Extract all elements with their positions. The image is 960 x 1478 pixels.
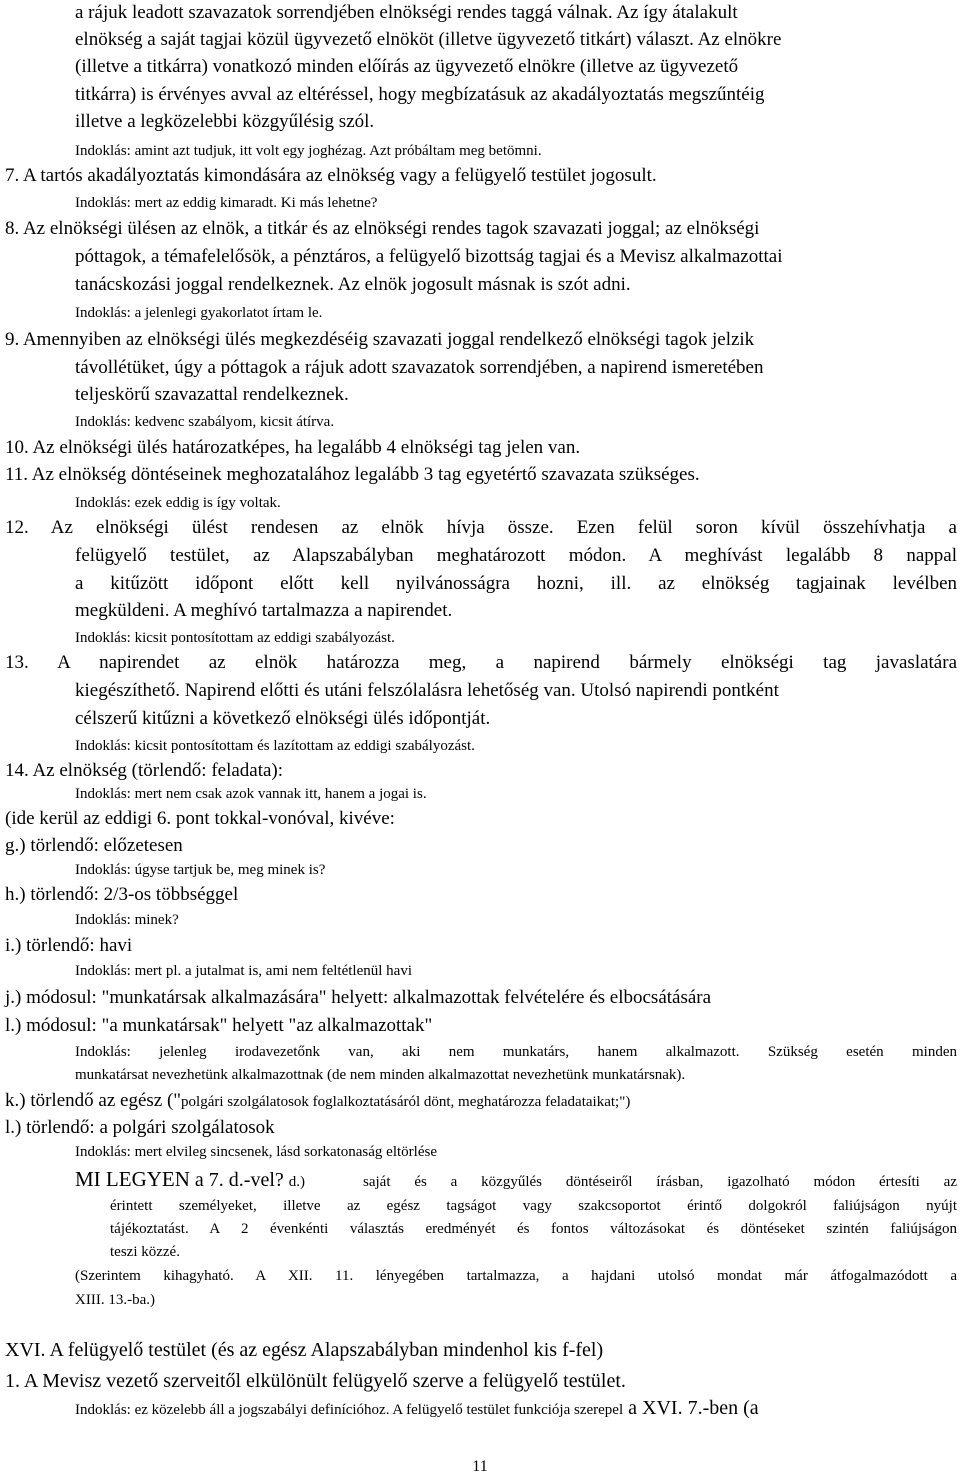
- item-10: 10. Az elnökségi ülés határozatképes, ha legalább 4 elnökségi tag jelen van.: [5, 437, 581, 458]
- item-8: 8. Az elnökségi ülésen az elnök, a titkár és az elnökségi rendes tagok szavazati joggal; az elnökségi: [5, 218, 760, 239]
- justification-note: Indoklás: úgyse tartjuk be, meg minek is?: [75, 862, 326, 878]
- para-line: megküldeni. A meghívó tartalmazza a napirendet.: [75, 600, 453, 621]
- para-line: tanácskozási joggal rendelkeznek. Az elnök jogosult másnak is szót adni.: [75, 274, 631, 295]
- item-9: 9. Amennyiben az elnökségi ülés megkezdéséig szavazati joggal rendelkező elnökségi tagok jelzik: [5, 329, 755, 350]
- justification-note: Indoklás: mert pl. a jutalmat is, ami nem feltétlenül havi: [75, 963, 412, 979]
- subitem-k-quote: polgári szolgálatosok foglalkoztatásáról dönt, meghatározza feladataikat;"): [181, 1094, 631, 1110]
- quoted-label: d.): [288, 1174, 306, 1190]
- subitem-g: g.) törlendő: előzetesen: [5, 835, 183, 856]
- justification-note-tail: a XVI. 7.-ben (a: [623, 1397, 759, 1419]
- justification-note: Indoklás: amint azt tudjuk, itt volt egy joghézag. Azt próbáltam meg betömni.: [75, 143, 542, 159]
- quoted-text: érintett személyeket, illetve az egész tagságot vagy szakcsoportot érintő dolgokról faliújságon nyújt: [110, 1198, 957, 1214]
- justification-note: Indoklás: mert nem csak azok vannak itt, hanem a jogai is.: [75, 786, 427, 802]
- item-12: 12. Az elnökségi ülést rendesen az elnök hívja össze. Ezen felül soron kívül összehívhatja a: [5, 517, 957, 538]
- subitem-k-head: k.) törlendő az egész (": [5, 1090, 182, 1111]
- subitem-j: j.) módosul: "munkatársak alkalmazására" helyett: alkalmazottak felvételére és elbocsátására: [5, 987, 712, 1008]
- para-line: (ide kerül az eddigi 6. pont tokkal-vonóval, kivéve:: [5, 808, 395, 829]
- para-line: célszerű kitűzni a következő elnökségi ülés időpontját.: [75, 708, 491, 729]
- para-line: elnökség a saját tagjai közül ügyvezető elnököt (illetve ügyvezető titkárt) választ. Az elnökre: [75, 29, 782, 50]
- question-line: [75, 1166, 305, 1193]
- subitem-l: l.) módosul: "a munkatársak" helyett "az alkalmazottak": [5, 1015, 433, 1036]
- para-line: felügyelő testület, az Alapszabályban meghatározott módon. A meghívást legalább 8 nappal: [75, 545, 957, 566]
- quoted-text: teszi közzé.: [110, 1244, 180, 1260]
- comment-note: (Szerintem kihagyható. A XII. 11. lényegében tartalmazza, a hajdani utolsó mondat már átfogalmazódott a: [75, 1268, 957, 1284]
- comment-note: XIII. 13.-ba.): [75, 1292, 155, 1308]
- justification-note: Indoklás: ezek eddig is így voltak.: [75, 495, 281, 511]
- subitem-h: h.) törlendő: 2/3-os többséggel: [5, 884, 239, 905]
- subitem-i: i.) törlendő: havi: [5, 935, 133, 956]
- para-line: kiegészíthető. Napirend előtti és utáni felszólalásra lehetőség van. Utolsó napirendi pontként: [75, 680, 779, 701]
- justification-note-text: Indoklás: ez közelebb áll a jogszabályi definícióhoz. A felügyelő testület funkciója szerepel: [75, 1402, 624, 1418]
- item-11: 11. Az elnökség döntéseinek meghozatalához legalább 3 tag egyetértő szavazata szükséges.: [5, 464, 700, 485]
- question-heading: MI LEGYEN: [75, 1167, 190, 1191]
- justification-note: Indoklás: jelenleg irodavezetőnk van, aki nem munkatárs, hanem alkalmazott. Szükség esetén minden: [75, 1044, 957, 1060]
- justification-note: Indoklás: kedvenc szabályom, kicsit átírva.: [75, 414, 335, 430]
- para-line: teljeskörű szavazattal rendelkeznek.: [75, 384, 349, 405]
- para-line: (illetve a titkárra) vonatkozó minden előírás az ügyvezető elnökre (illetve az ügyvezető: [75, 56, 739, 77]
- justification-note: Indoklás: kicsit pontosítottam az eddigi szabályozást.: [75, 630, 395, 646]
- page-number: 11: [472, 1458, 488, 1475]
- question-text: a 7. d.-vel?: [189, 1169, 289, 1191]
- para-line: illetve a legközelebbi közgyűlésig szól.: [75, 111, 375, 132]
- para-line: távollétüket, úgy a póttagok a rájuk adott szavazatok sorrendjében, a napirend ismeretében: [75, 357, 764, 378]
- para-line: a kitűzött időpont előtt kell nyilvánosságra hozni, ill. az elnökség tagjainak levélben: [75, 573, 957, 594]
- justification-note: Indoklás: kicsit pontosítottam és lazítottam az eddigi szabályozást.: [75, 738, 475, 754]
- para-line: titkárra) is érvényes avval az eltéréssel, hogy megbízatásuk az akadályoztatás megszűntéig: [75, 84, 765, 105]
- quoted-text: saját és a közgyűlés döntéseiről írásban, igazolható módon értesíti az: [363, 1174, 957, 1190]
- item-7: 7. A tartós akadályoztatás kimondására az elnökség vagy a felügyelő testület jogosult.: [5, 165, 657, 186]
- para-line: póttagok, a témafelelősök, a pénztáros, a felügyelő bizottság tagjai és a Mevisz alkalmazottai: [75, 246, 783, 267]
- subitem-k: [5, 1088, 630, 1114]
- justification-note: Indoklás: mert az eddig kimaradt. Ki más lehetne?: [75, 195, 378, 211]
- subitem-l2: l.) törlendő: a polgári szolgálatosok: [5, 1117, 275, 1138]
- justification-note: munkatársat nevezhetünk alkalmazottnak (de nem minden alkalmazottat nevezhetünk munkatársnak).: [75, 1067, 686, 1083]
- justification-note: Indoklás: a jelenlegi gyakorlatot írtam le.: [75, 305, 323, 321]
- item-1: 1. A Mevisz vezető szerveitől elkülönült felügyelő szerve a felügyelő testület.: [5, 1370, 626, 1392]
- justification-note: Indoklás: mert elvileg sincsenek, lásd sorkatonaság eltörlése: [75, 1144, 437, 1160]
- justification-note: Indoklás: minek?: [75, 912, 179, 928]
- quoted-text: tájékoztatást. A 2 évenkénti választás eredményét és fontos változásokat és döntéseket szintén faliújságon: [110, 1221, 957, 1237]
- para-line: a rájuk leadott szavazatok sorrendjében elnökségi rendes taggá válnak. Az így átalakult: [75, 2, 738, 23]
- item-13: 13. A napirendet az elnök határozza meg, a napirend bármely elnökségi tag javaslatára: [5, 652, 957, 673]
- section-heading: XVI. A felügyelő testület (és az egész Alapszabályban mindenhol kis f-fel): [5, 1339, 604, 1361]
- item-14: 14. Az elnökség (törlendő: feladata):: [5, 760, 284, 781]
- justification-note: [75, 1395, 759, 1422]
